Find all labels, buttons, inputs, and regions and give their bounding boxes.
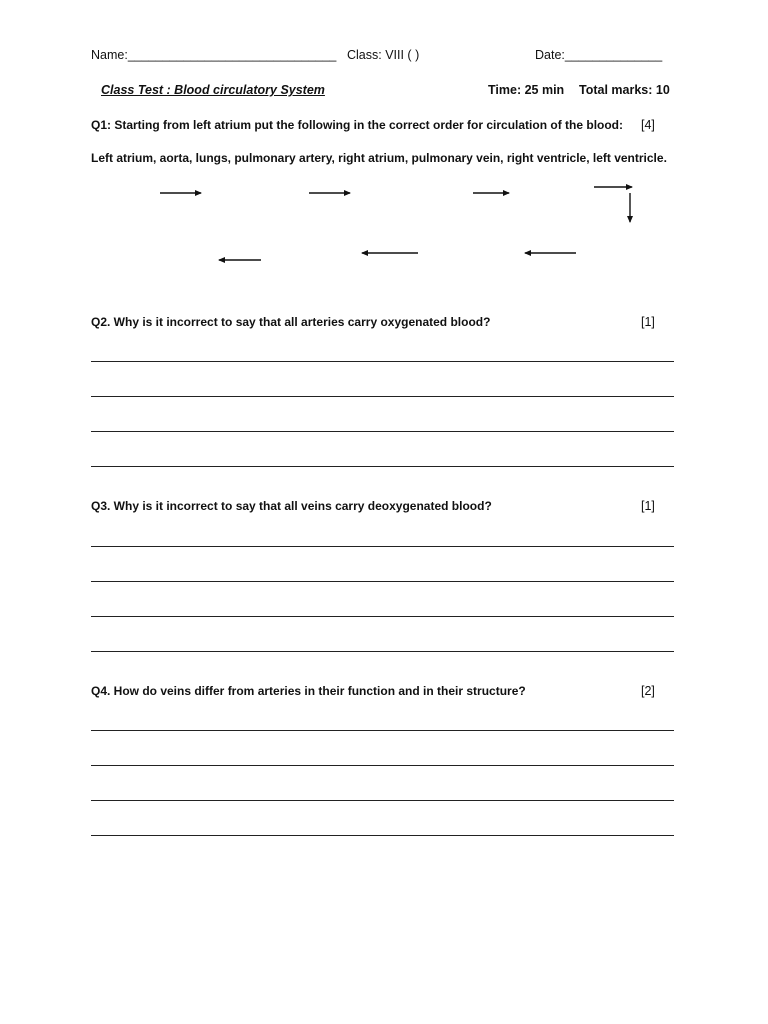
- question-4-marks: [2]: [641, 684, 655, 698]
- question-4-text: Q4. How do veins differ from arteries in their function and in their structure?: [91, 684, 526, 698]
- circulation-order-arrows: [0, 0, 768, 300]
- question-3-answer-line[interactable]: [91, 616, 674, 617]
- question-3-answer-line[interactable]: [91, 581, 674, 582]
- question-1-marks: [4]: [641, 118, 655, 132]
- question-2-answer-line[interactable]: [91, 431, 674, 432]
- question-3-marks: [1]: [641, 499, 655, 513]
- question-3-text: Q3. Why is it incorrect to say that all veins carry deoxygenated blood?: [91, 499, 492, 513]
- question-1-options: Left atrium, aorta, lungs, pulmonary artery, right atrium, pulmonary vein, right ventricle, left ventricle.: [91, 151, 667, 165]
- question-4-answer-line[interactable]: [91, 730, 674, 731]
- test-title: Class Test : Blood circulatory System: [101, 83, 325, 97]
- question-2-text: Q2. Why is it incorrect to say that all arteries carry oxygenated blood?: [91, 315, 491, 329]
- test-time: Time: 25 min: [488, 83, 565, 97]
- question-4-answer-line[interactable]: [91, 765, 674, 766]
- class-field-label: Class: VIII ( ): [347, 48, 420, 62]
- date-field-label: Date:______________: [535, 48, 663, 62]
- question-4-answer-line[interactable]: [91, 800, 674, 801]
- question-2-answer-line[interactable]: [91, 396, 674, 397]
- question-4-answer-line[interactable]: [91, 835, 674, 836]
- question-1-text: Q1: Starting from left atrium put the following in the correct order for circulation of the blood:: [91, 118, 624, 132]
- question-2-marks: [1]: [641, 315, 655, 329]
- question-3-answer-line[interactable]: [91, 546, 674, 547]
- question-2-answer-line[interactable]: [91, 466, 674, 467]
- test-total-marks: Total marks: 10: [579, 83, 670, 97]
- name-field-label: Name:______________________________: [91, 48, 337, 62]
- question-3-answer-line[interactable]: [91, 651, 674, 652]
- question-2-answer-line[interactable]: [91, 361, 674, 362]
